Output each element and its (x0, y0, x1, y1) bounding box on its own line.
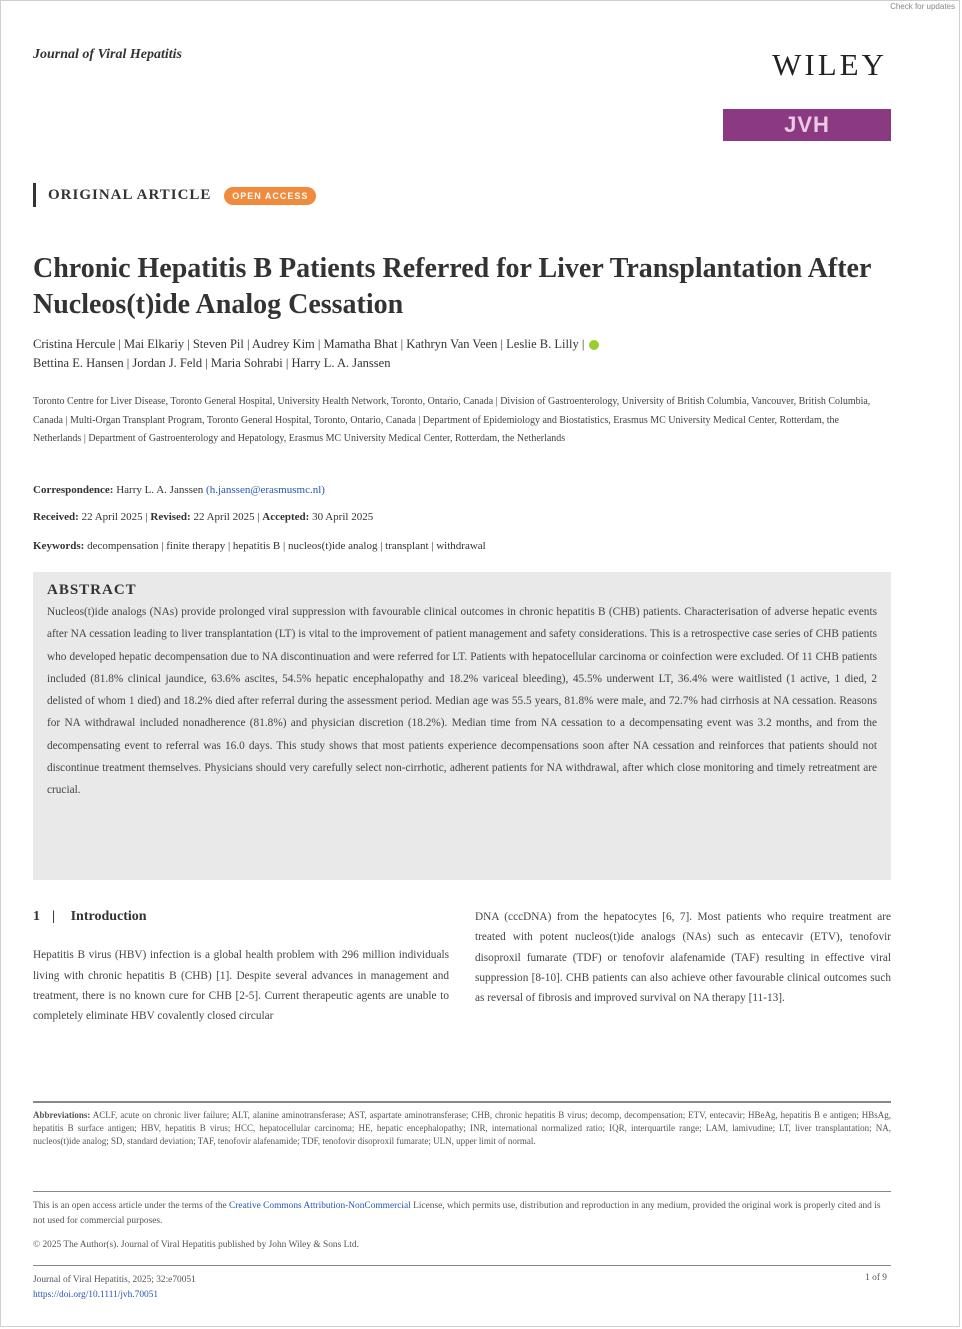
footer-divider (33, 1265, 891, 1266)
received-label: Received: (33, 511, 79, 523)
keywords (33, 538, 893, 554)
abstract-body: Nucleos(t)ide analogs (NAs) provide prolonged viral suppression with favourable clinical outcomes in chronic hepatitis B (CHB) patients. Characterisation of adverse hepatic events after NA cessation leading to liver transplantation (LT) is vital to the improvement of patient management and safety considerations. This is a retrospective case series of CHB patients who developed hepatic decompensation due to NA discontinuation and were referred for LT. Patients with hepatocellular carcinoma or coinfection were excluded. Of 11 CHB patients included (81.8% clinical jaundice, 63.6% ascites, 54.5% hepatic encephalopathy and 18.2% variceal bleeding), 45.5% underwent LT, 36.4% were waitlisted (1 active, 1 died, 2 delisted of whom 1 died) and 18.2% died after referral during the assessment period. Median age was 55.5 years, 81.8% were male, and 72.7% had cirrhosis at NA cessation. Reasons for NA withdrawal included nonadherence (81.8%) and physician discretion (18.2%). Median time from NA cessation to a decompensating event was 3.2 months, and from the decompensating event to referral was 16.0 days. This study shows that most patients experience decompensations soon after NA cessation and reinforces that patients should not discontinue treatment themselves. Physicians should very carefully select non-cirrhotic, adherent patients for NA withdrawal, after which close monitoring and timely retreatment are crucial. (47, 606, 877, 797)
article-type-label: ORIGINAL ARTICLE (48, 187, 212, 203)
section-title: Introduction (70, 909, 147, 924)
abstract-box (33, 572, 891, 880)
correspondence-label: Correspondence: (33, 484, 114, 496)
journal-name: Journal of Viral Hepatitis (33, 47, 182, 62)
keywords-list: decompensation | finite therapy | hepatitis B | nucleos(t)ide analog | transplant | withdrawal (87, 540, 486, 552)
orcid-icon[interactable] (589, 340, 599, 350)
correspondence (33, 482, 893, 498)
affiliations: Toronto Centre for Liver Disease, Toronto General Hospital, University Health Network, Toronto, Ontario, Canada | Division of Gastroenterology, University of British Columbia, Vancouver, British Columbia, Canada | Multi-Organ Transplant Program, Toronto General Hospital, Toronto, Ontario, Canada | Department of Epidemiology and Biostatistics, Erasmus MC University Medical Center, Rotterdam, the Netherlands | Department of Gastroenterology and Hepatology, Erasmus MC University Medical Center, Rotterdam, the Netherlands (33, 396, 871, 444)
copyright-notice: © 2025 The Author(s). Journal of Viral Hepatitis published by John Wiley & Sons Ltd. (33, 1240, 359, 1250)
license-prefix: This is an open access article under the terms of the (33, 1201, 227, 1211)
author-list (33, 335, 883, 373)
section-number: 1 (33, 909, 40, 924)
revised-label: Revised: (150, 511, 191, 523)
intro-right-column: DNA (cccDNA) from the hepatocytes [6, 7]. Most patients who require treatment are treated with potent nucleos(t)ide analogs (NAs) such as entecavir (ETV), tenofovir disoproxil fumarate (TDF) or tenofovir alafenamide (TAF) resulting in effective viral suppression [8-10]. CHB patients can also achieve other favourable clinical outcomes such as reversal of fibrosis and improved survival on NA therapy [11-13]. (475, 911, 891, 1005)
keywords-label: Keywords: (33, 540, 85, 552)
footer-citation: Journal of Viral Hepatitis, 2025; 32:e70051 (33, 1275, 196, 1285)
publisher-logo: WILEY (772, 47, 887, 82)
abbreviations-text: ACLF, acute on chronic liver failure; ALT, alanine aminotransferase; AST, aspartate aminotransferase; CHB, chronic hepatitis B virus; decomp, decompensation; ETV, entecavir; HBeAg, hepatitis B e antigen; HBsAg, hepatitis B surface antigen; HBV, hepatitis B virus; HCC, hepatocellular carcinoma; HE, hepatic encephalopathy; INR, international normalized ratio; IQR, interquartile range; LAM, lamivudine; LT, liver transplantation; NA, nucleos(t)ide analog; SD, standard deviation; TAF, tenofovir alafenamide; TDF, tenofovir disoproxil fumarate; ULN, upper limit of normal. (33, 1110, 891, 1146)
intro-heading: 1 | Introduction (33, 909, 147, 924)
check-for-updates-badge[interactable]: Check for updates (890, 2, 955, 11)
license-divider (33, 1191, 891, 1192)
doi-link[interactable]: https://doi.org/10.1111/jvh.70051 (33, 1290, 159, 1300)
article-type (33, 183, 316, 207)
authors-line-1 (33, 335, 883, 354)
license-link[interactable]: Creative Commons Attribution-NonCommercial (229, 1201, 411, 1211)
footnote-divider (33, 1101, 891, 1103)
correspondence-email-link[interactable]: (h.janssen@erasmusmc.nl) (206, 484, 325, 496)
accepted-label: Accepted: (262, 511, 310, 523)
footer-citation-block (33, 1273, 196, 1303)
accepted-date: 30 April 2025 (312, 511, 374, 523)
authors-line-2[interactable]: Bettina E. Hansen | Jordan J. Feld | Maria Sohrabi | Harry L. A. Janssen (33, 356, 391, 370)
abstract-heading: ABSTRACT (47, 582, 137, 598)
article-title: Chronic Hepatitis B Patients Referred for Liver Transplantation After Nucleos(t)ide Analog Cessation (33, 253, 871, 320)
page-number: 1 of 9 (865, 1273, 887, 1283)
journal-logo: JVH (723, 109, 891, 141)
license-suffix: License, which permits use, distribution and reproduction in any medium, provided the original work is properly cited and is not used for commercial purposes. (33, 1201, 881, 1226)
abbreviations (33, 1109, 891, 1147)
authors-text-1[interactable]: Cristina Hercule | Mai Elkariy | Steven Pil | Audrey Kim | Mamatha Bhat | Kathryn Van Veen | Leslie B. Lilly | (33, 337, 585, 351)
abbreviations-label: Abbreviations: (33, 1110, 91, 1120)
received-date: 22 April 2025 (81, 511, 143, 523)
intro-left-column (33, 907, 449, 1026)
intro-left-text: Hepatitis B virus (HBV) infection is a global health problem with 296 million individuals living with chronic hepatitis B (CHB) [1]. Despite several advances in management and treatment, there is no known cure for CHB [2-5]. Current therapeutic agents are unable to completely eliminate HBV covalently closed circular (33, 949, 449, 1023)
article-dates: Received: 22 April 2025 | Revised: 22 April 2025 | Accepted: 30 April 2025 (33, 511, 374, 523)
revised-date: 22 April 2025 (193, 511, 255, 523)
correspondence-name: Harry L. A. Janssen (116, 484, 204, 496)
license-notice (33, 1199, 891, 1253)
open-access-badge: OPEN ACCESS (224, 187, 316, 205)
